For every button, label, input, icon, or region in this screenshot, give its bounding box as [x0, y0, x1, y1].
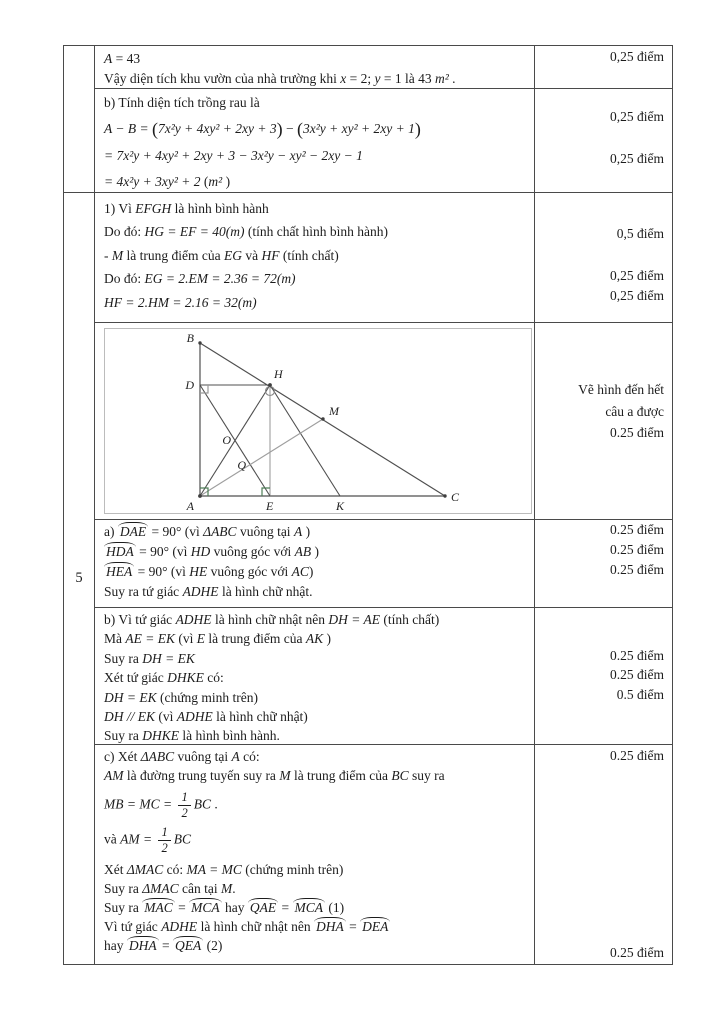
solution-line — [104, 562, 528, 582]
math-text: m² — [208, 174, 223, 189]
point-M — [321, 417, 324, 420]
solution-line — [104, 917, 528, 936]
angle-hat: MAC — [144, 899, 173, 915]
question-number-cell-empty — [64, 46, 94, 193]
text: (vì — [155, 709, 177, 725]
point-A — [198, 494, 202, 498]
table-row — [95, 323, 672, 520]
text: là hình chữ nhật. — [218, 584, 313, 599]
table-row — [95, 745, 672, 964]
figure-points-note — [578, 379, 664, 444]
text: hay — [104, 937, 127, 953]
math-text: HF = 2.HM = 2.16 = 32(m) — [104, 295, 257, 310]
geometry-figure-frame — [104, 328, 532, 514]
text: . — [448, 71, 456, 86]
solution-line — [104, 542, 528, 562]
math-text: DH = EK — [142, 650, 195, 666]
text: = — [158, 937, 173, 953]
text: là hình bình hành. — [179, 728, 280, 744]
points-cell — [535, 323, 672, 519]
math-text: HG = EF = 40(m) — [144, 224, 245, 239]
solution-line — [104, 292, 528, 313]
text: Vậy diện tích khu vườn của nhà trường khi — [104, 71, 341, 86]
question-number-column — [64, 46, 95, 964]
paren: ( — [296, 119, 303, 139]
text: - — [104, 248, 112, 263]
fraction-denominator: 2 — [161, 841, 168, 856]
text: Mà — [104, 631, 126, 647]
paren: ) — [414, 119, 421, 139]
math-text: A − B = — [104, 121, 152, 136]
angle-hat: HEA — [106, 564, 133, 579]
solution-line — [104, 726, 528, 745]
math-text: = 7x²y + 4xy² + 2xy + 3 − 3x²y − xy² − 2xy − 1 — [104, 148, 363, 163]
text: b) Tính diện tích trồng rau là — [104, 95, 260, 110]
points-cell — [535, 745, 672, 964]
solution-line — [104, 118, 528, 139]
text: Do đó: — [104, 271, 145, 286]
points-cell — [535, 608, 672, 744]
solution-line — [104, 668, 528, 687]
text: − — [282, 121, 297, 136]
text: 1) Vì — [104, 201, 136, 216]
math-text: BC — [173, 831, 191, 847]
text: = 2; — [346, 71, 375, 86]
solution-line — [104, 171, 528, 192]
math-text: 3x²y + xy² + 2xy + 1 — [302, 121, 415, 136]
solution-line — [104, 92, 528, 113]
math-text: 7x²y + 4xy² + 2xy + 3 — [157, 121, 277, 136]
points-label: 0.25 điểm — [610, 748, 664, 763]
text: là hình chữ nhật) — [212, 709, 308, 725]
solution-line — [104, 610, 528, 629]
solution-line — [104, 879, 528, 898]
angle-hat: MCA — [294, 899, 323, 915]
solution-cell — [95, 608, 535, 744]
label-A: A — [186, 499, 194, 513]
points-label: 0,25 điểm — [610, 151, 664, 166]
points-label: 0.25 điểm — [610, 648, 664, 663]
solution-cell — [95, 89, 535, 192]
solution-line — [104, 49, 528, 69]
point-H — [268, 383, 272, 387]
math-text: E — [196, 631, 205, 647]
text: Suy ra — [104, 728, 143, 744]
math-text: AK — [305, 631, 324, 647]
text: ) — [311, 544, 320, 559]
points-cell — [535, 89, 672, 192]
table-row — [95, 520, 672, 608]
angle-hat: HDA — [106, 544, 134, 559]
solution-cell — [95, 520, 535, 607]
solution-line — [104, 198, 528, 219]
text: ) — [323, 631, 331, 647]
text: Suy ra — [104, 650, 143, 666]
points-label: 0.5 điểm — [616, 687, 664, 702]
angle-hat: DEA — [362, 918, 389, 934]
points-label: 0.25 điểm — [610, 542, 664, 557]
point-C — [443, 494, 446, 497]
math-text: EG = 2.EM = 2.36 = 72(m) — [144, 271, 296, 286]
math-text: EG — [223, 248, 242, 263]
text: . — [210, 796, 218, 812]
text: a) — [104, 524, 118, 539]
points-label: 0,25 điểm — [610, 109, 664, 124]
solution-line — [104, 582, 528, 602]
math-text: HF — [261, 248, 280, 263]
text: (1) — [325, 899, 345, 915]
text: (tính chất) — [379, 612, 440, 627]
note-line: Vẽ hình đến hết — [578, 382, 664, 397]
angle-hat: DHA — [315, 918, 344, 934]
fraction — [158, 826, 170, 855]
math-text: HE — [189, 564, 208, 579]
math-text: AM = — [120, 831, 156, 847]
label-H: H — [274, 367, 283, 381]
math-text: ΔABC — [140, 749, 175, 764]
paren: ) — [276, 119, 283, 139]
text: Suy ra tứ giác — [104, 584, 183, 599]
paren: ( — [151, 119, 158, 139]
math-text: DH // EK — [104, 709, 156, 725]
text: có: — [239, 749, 260, 764]
points-cell — [535, 520, 672, 607]
math-text: DH = AE — [328, 612, 380, 627]
label-K: K — [336, 499, 345, 513]
points-label: 0.25 điểm — [610, 945, 664, 960]
text: (chứng minh trên) — [156, 689, 259, 705]
label-B: B — [186, 331, 194, 345]
math-text: ADHE — [161, 918, 198, 934]
math-text: M — [279, 768, 291, 783]
math-text: ADHE — [182, 584, 219, 599]
fraction-denominator: 2 — [181, 806, 188, 821]
angle-hat: QAE — [249, 899, 277, 915]
math-text: ΔMAC — [142, 880, 179, 896]
text: ) — [308, 564, 314, 579]
points-label: 0.25 điểm — [610, 562, 664, 577]
text: = 43 — [112, 51, 141, 66]
solution-line — [104, 791, 528, 820]
math-text: EFGH — [135, 201, 172, 216]
text: b) Vì tứ giác — [104, 612, 176, 627]
geometry-figure — [105, 329, 531, 513]
text: vuông góc với — [207, 564, 292, 579]
solution-cell — [95, 745, 535, 964]
text: là trung điểm của — [204, 631, 306, 647]
text: là trung điểm của — [290, 768, 392, 783]
text: là hình chữ nhật nên — [197, 918, 314, 934]
note-line: câu a được — [605, 403, 664, 419]
question-number: 5 — [75, 570, 83, 586]
solution-line — [104, 145, 528, 166]
question-number-cell — [64, 193, 94, 964]
table-row — [95, 89, 672, 193]
text: (vì — [174, 631, 197, 647]
math-text: M — [221, 880, 233, 896]
solution-line — [104, 245, 528, 266]
text: là hình bình hành — [171, 201, 269, 216]
solution-line — [104, 826, 528, 855]
math-text: HD — [190, 544, 211, 559]
math-text: y — [374, 71, 381, 86]
text: ( — [200, 174, 209, 189]
text: Do đó: — [104, 224, 145, 239]
text: (tính chất hình bình hành) — [244, 224, 389, 239]
text: = 90° (vì — [134, 564, 190, 579]
text: là hình chữ nhật nên — [211, 612, 329, 627]
angle-hat: DHA — [128, 937, 157, 953]
math-text: ADHE — [176, 709, 213, 725]
text: Suy ra — [104, 880, 143, 896]
label-C: C — [451, 490, 460, 504]
note-line: 0.25 điểm — [610, 425, 664, 440]
label-D: D — [185, 378, 194, 392]
text: hay — [221, 899, 248, 915]
solution-line — [104, 629, 528, 648]
label-O: O — [222, 433, 231, 447]
points-label: 0,25 điểm — [610, 288, 664, 303]
text: Xét — [104, 861, 127, 877]
angle-hat: QEA — [175, 937, 202, 953]
math-text: AC — [291, 564, 309, 579]
math-text: x — [340, 71, 347, 86]
solution-column-group — [95, 46, 672, 964]
solution-line — [104, 766, 528, 785]
table-row — [95, 193, 672, 323]
text: cân tại — [178, 880, 222, 896]
text: ) — [222, 174, 231, 189]
math-text: BC — [193, 796, 211, 812]
text: và — [241, 248, 262, 263]
text: (tính chất) — [279, 248, 339, 263]
solution-line — [104, 268, 528, 289]
fraction — [178, 791, 190, 820]
math-text: AE = EK — [125, 631, 175, 647]
math-text: DHKE — [142, 728, 179, 744]
math-text: MB = MC = — [104, 796, 176, 812]
solution-line — [104, 522, 528, 542]
math-text: m² — [434, 71, 449, 86]
text: là trung điểm của — [123, 248, 224, 263]
label-E: E — [266, 499, 274, 513]
solution-line — [104, 69, 528, 89]
text: ) — [302, 524, 311, 539]
math-text: ΔMAC — [126, 861, 164, 877]
solution-line — [104, 936, 528, 955]
solution-line — [104, 649, 528, 668]
math-text: MA = MC — [186, 861, 242, 877]
angle-hat: DAE — [119, 524, 147, 539]
text: = — [174, 899, 190, 915]
text: vuông tại — [236, 524, 294, 539]
solution-cell — [95, 46, 535, 88]
text: suy ra — [408, 768, 445, 783]
label-Q: Q — [237, 458, 246, 472]
text: Vì tứ giác — [104, 918, 162, 934]
point-B — [198, 341, 201, 344]
text: Suy ra — [104, 899, 143, 915]
math-text: AM — [104, 768, 124, 783]
solution-line — [104, 688, 528, 707]
points-label: 0,5 điểm — [616, 226, 664, 241]
points-label: 0,25 điểm — [610, 268, 664, 283]
math-text: DHKE — [167, 670, 204, 686]
text: = 90° (vì — [135, 544, 191, 559]
text: là đường trung tuyến suy ra — [123, 768, 280, 783]
table-row — [95, 46, 672, 89]
solution-line — [104, 860, 528, 879]
solution-cell — [95, 193, 535, 322]
text: (chứng minh trên) — [241, 861, 344, 877]
points-label: 0.25 điểm — [610, 667, 664, 682]
points-label: 0.25 điểm — [610, 522, 664, 537]
text: có: — [203, 670, 224, 686]
text: = — [345, 918, 361, 934]
points-cell — [535, 193, 672, 322]
text: = — [278, 899, 293, 915]
segment-HK — [270, 385, 340, 496]
label-M: M — [329, 404, 339, 418]
text: = 1 là 43 — [380, 71, 435, 86]
fraction-numerator: 1 — [178, 791, 190, 806]
text: vuông góc với — [210, 544, 295, 559]
table-row — [95, 608, 672, 745]
math-text: A — [104, 51, 113, 66]
text: Xét tứ giác — [104, 670, 168, 686]
text: có: — [163, 861, 187, 877]
text: . — [232, 880, 236, 896]
solution-line — [104, 707, 528, 726]
math-text: DH = EK — [104, 689, 157, 705]
points-cell — [535, 46, 672, 88]
points-label: 0,25 điểm — [610, 49, 664, 64]
math-text: M — [111, 248, 124, 263]
math-text: BC — [391, 768, 409, 783]
grading-table — [63, 45, 673, 965]
angle-hat: MCA — [191, 899, 220, 915]
solution-line — [104, 898, 528, 917]
fraction-numerator: 1 — [158, 826, 170, 841]
text: c) Xét — [104, 749, 141, 764]
solution-line — [104, 221, 528, 242]
math-text: ADHE — [175, 612, 212, 627]
text: vuông tại — [174, 749, 232, 764]
math-text: ΔABC — [203, 524, 237, 539]
segment-AM — [200, 419, 323, 496]
math-text: A — [293, 524, 303, 539]
text: (2) — [203, 937, 223, 953]
solution-line — [104, 747, 528, 766]
text: = 90° (vì — [148, 524, 204, 539]
math-text: = 4x²y + 3xy² + 2 — [104, 174, 201, 189]
figure-cell — [95, 323, 535, 519]
math-text: AB — [294, 544, 312, 559]
text: và — [104, 831, 121, 847]
math-text: A — [231, 749, 240, 764]
